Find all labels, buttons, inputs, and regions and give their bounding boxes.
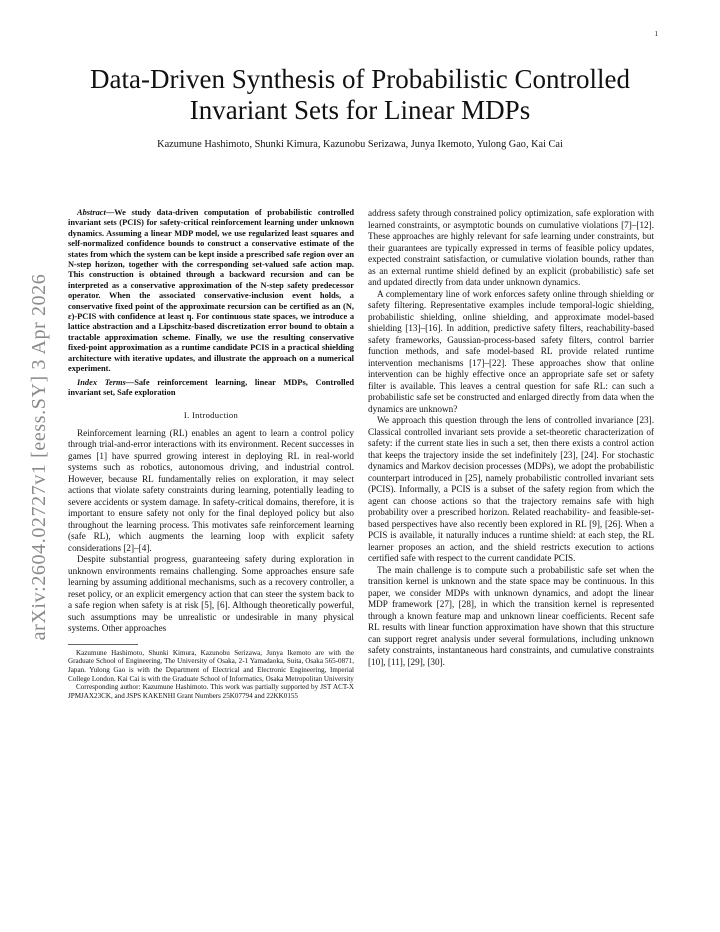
body-paragraph: We approach this question through the lens of controlled invariance [23]. Classical controlled invariant sets provide a set-theoretic characterization of safety: if the current state lies in such a set, then there exists a control action that keeps the trajectory inside the set indefinitely [23], [24]. For stochastic dynamics and Markov decision processes (MDPs), we adopt the probabilistic counterpart introduced in [25], namely probabilistic controlled invariant sets (PCIS). Informally, a PCIS is a subset of the safety region from which the agent can choose actions so that the trajectory remains safe with high probability over a prescribed horizon. Related reachability- and feasible-set-based perspectives have also recently been explored in RL [9], [26]. When a PCIS is available, it naturally induces a runtime shield: at each step, the RL learner proposes an action, and the shield restricts execution to actions certified safe with respect to the current candidate PCIS. — [368, 415, 654, 563]
abstract-paragraph — [68, 208, 354, 375]
body-paragraph: Despite substantial progress, guaranteeing safety during exploration in unknown environments remains challenging. Some approaches ensure safe learning by assuming additional mechanisms, such as a recovery controller, a reset policy, or an explicit emergency action that can steer the system back to a safe region when safety is at risk [5], [6]. Although theoretically powerful, such assumptions may be unrealistic or undesirable in many physical systems. Other approaches — [68, 554, 354, 634]
abstract-text: We study data-driven computation of probabilistic controlled invariant sets (PCIS) for safety-critical reinforcement learning under unknown dynamics. Assuming a linear MDP model, we use regularized least squares and self-normalized confidence bounds to construct a conservative estimate of the states from which the system can be kept inside a prescribed safe region over an N-step horizon, together with the corresponding set-valued safe action map. This construction is obtained through a backward recursion and can be interpreted as a conservative approximation of the N-step safety predecessor operator. When the associated conservative-inclusion event holds, a conservative fixed point of the approximate recursion can be certified as an (N, ε)-PCIS with confidence at least η. For continuous state spaces, we introduce a lattice abstraction and a Lipschitz-based discretization error bound to obtain a tractable approximation scheme. Finally, we use the resulting conservative fixed-point approximation as a runtime candidate PCIS in a practical shielding architecture with iterative updates, and illustrate the approach on a numerical experiment. — [68, 208, 354, 374]
right-column — [368, 208, 654, 668]
index-terms — [68, 378, 354, 399]
index-terms-text: Safe reinforcement learning, linear MDPs, Controlled invariant set, Safe exploration — [68, 377, 354, 397]
abstract — [68, 208, 354, 398]
abstract-label: Abstract— — [77, 208, 115, 217]
body-paragraph: The main challenge is to compute such a probabilistic safe set when the transition kernel is unknown and the state space may be continuous. In this paper, we consider MDPs with unknown dynamics, and adopt the linear MDP framework [27], [28], in which the transition kernel is represented through a known feature map and unknown linear coefficients. Recent safe RL results with linear function approximation have shown that this structure can support regret analysis under several formulations, including unknown safety constraints, instantaneous hard constraints, and cumulative constraints [10], [11], [29], [30]. — [368, 564, 654, 667]
page-number: 1 — [654, 30, 658, 38]
section-heading: I. Introduction — [183, 410, 239, 421]
footnote-affiliations: Kazumune Hashimoto, Shunki Kimura, Kazunobu Serizawa, Junya Ikemoto are with the Graduate School of Engineering, The University of Osaka, 2-1 Yamadaoka, Suita, Osaka 565-0871, Japan. Yulong Gao is with the Department of Electrical and Electronic Engineering, Imperial College London. Kai Cai is with the Graduate School of Informatics, Osaka Metropolitan University — [68, 648, 354, 683]
footnote-funding: Corresponding author: Kazumune Hashimoto. This work was partially supported by JST ACT-X JPMJAX23CK, and JSPS KAKENHI Grant Numbers 25K07794 and 22KK0155 — [68, 683, 354, 700]
index-terms-label: Index Terms— — [77, 377, 135, 387]
body-paragraph: A complementary line of work enforces safety online through shielding or safety filtering. Representative examples include temporal-logic shielding, probabilistic shielding, online shielding, and approximate model-based shielding [13]–[16]. In addition, predictive safety filters, reachability-based safety frameworks, Gaussian-process-based safety filters, control barrier function methods, and safe model-based RL provide related runtime intervention mechanisms [17]–[22]. These approaches show that online intervention can be highly effective once an appropriate safe set or safety filter is available. This leaves a central question for safe RL: can such a probabilistic safe set be constructed and enlarged directly from data when the dynamics are unknown? — [368, 288, 654, 414]
arxiv-stamp: arXiv:2604.02727v1 [eess.SY] 3 Apr 2026 — [28, 273, 50, 641]
footnote-divider — [68, 644, 138, 645]
body-paragraph: address safety through constrained policy optimization, safe exploration with learned constraints, or asymptotic bounds on cumulative violations [7]–[12]. These approaches are highly relevant for safe learning under constraints, but their guarantees are typically expressed in terms of feasible policy updates, expected constraint satisfaction, or cumulative violation bounds, rather than as an external runtime shield defined by an explicit (probabilistic) safe set and updated directly from data under unknown dynamics. — [368, 208, 654, 287]
body-paragraph: Reinforcement learning (RL) enables an agent to learn a control policy through trial-and-error interactions with its environment. Recent successes in games [1] have spurred growing interest in deploying RL in real-world systems such as robotics, autonomous driving, and industrial control. However, because RL fundamentally relies on exploration, it may select actions that violate safety constraints during learning, potentially leading to severe accidents or system damage. In safety-critical domains, therefore, it is important to ensure safety not only for the final deployed policy but also throughout the learning process. This motivates safe reinforcement learning (safe RL), which augments the learning loop with explicit safety considerations [2]–[4]. — [68, 427, 354, 553]
left-column — [68, 208, 354, 700]
paper-title: Data-Driven Synthesis of Probabilistic Controlled Invariant Sets for Linear MDPs — [90, 64, 630, 125]
footnotes — [68, 649, 354, 701]
author-list: Kazumune Hashimoto, Shunki Kimura, Kazunobu Serizawa, Junya Ikemoto, Yulong Gao, Kai Cai — [157, 139, 563, 150]
